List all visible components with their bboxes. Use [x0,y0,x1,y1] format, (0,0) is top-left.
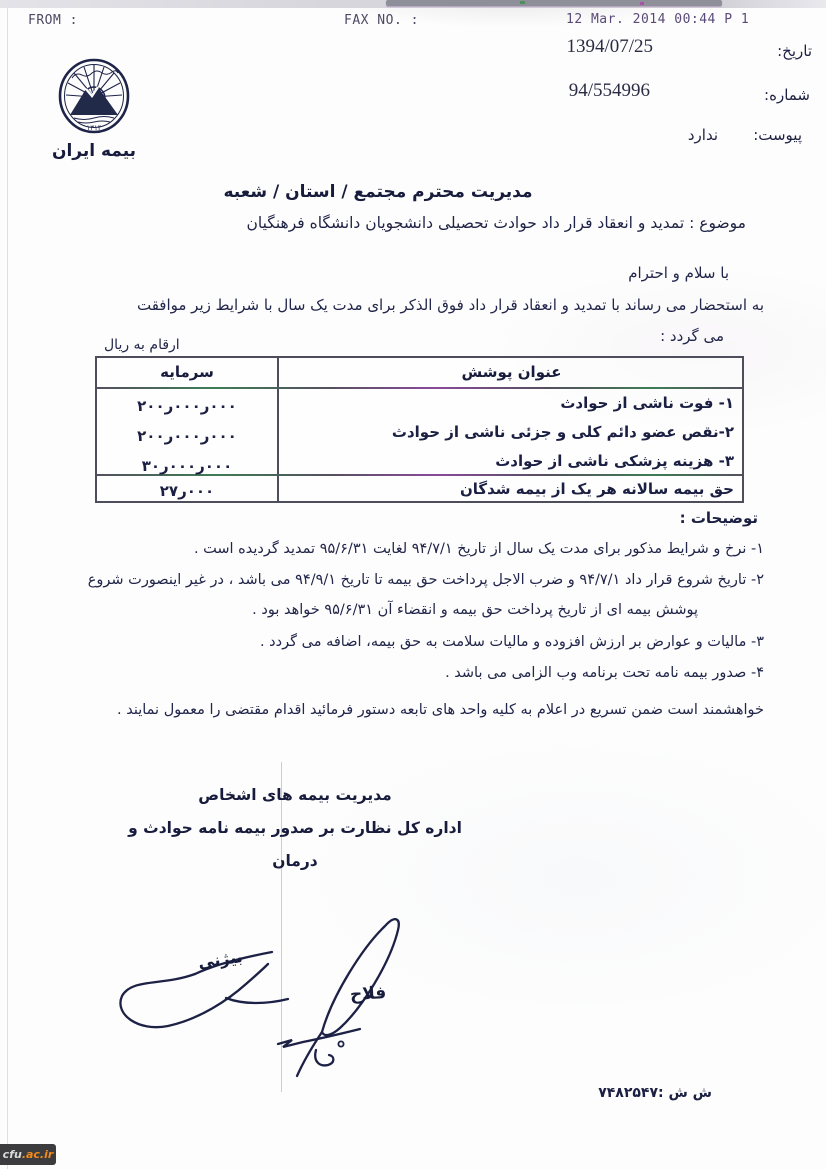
number-label: شماره: [764,86,810,104]
closing-line-1: خواهشمند است ضمن تسریع در اعلام به کلیه واحد های تابعه دستور فرمائید اقدام مقتضی را معمول [163,702,764,718]
table-row-title: ۲-نقص عضو دائم کلی و جزئی ناشی از حوادث [391,423,734,441]
premium-amount: ۲۷ر۰۰۰ [159,482,215,500]
capital-amount: ۳۰ر۰۰۰ر۰۰۰ [141,457,233,475]
premium-row-title: حق بیمه سالانه هر یک از بیمه شدگان [459,480,734,498]
fax-timestamp: 12 Mar. 2014 00:44 P 1 [566,12,750,27]
coverage-titles [279,389,742,476]
signature-name-bizhani: بیژنی [196,946,244,973]
body-line-1: به استحضار می رساند با تمدید و انعقاد قرار داد فوق الذکر برای مدت یک سال با شرایط زیر موافقت [136,296,764,314]
scan-artifact-smudge [386,0,722,6]
note-item-2: ۲- تاریخ شروع قرار داد ۹۴/۷/۱ و ضرب الاجل پرداخت حق بیمه تا تاریخ ۹۴/۹/۱ می باشد ، در غیر اینصورت شروع پوشش بیمه ای از تاریخ پرداخت حق بیمه و انقضاء آن ۹۵/۶/۳۱ خواهد بود . [87,572,764,618]
date-value: 1394/07/25 [566,36,653,57]
recipient-heading: مدیریت محترم مجتمع / استان / شعبه [223,182,533,202]
watermark-prefix: cfu [2,1148,22,1161]
logo-year: ۱۳۱۴ [86,124,102,132]
fallah-signature-curl [315,1050,333,1065]
date-label: تاریخ: [777,42,812,60]
table-row-title: ۳- هزینه پزشکی ناشی از حوادث [495,452,734,470]
closing-line-2: نمایند . [117,702,160,718]
capital-amounts [97,391,277,481]
department-line-1: مدیریت بیمه های اشخاص [198,786,392,804]
salutation: با سلام و احترام [628,264,729,282]
fax-number-label: FAX NO. : [344,13,419,28]
fallah-signature-dot [338,1041,343,1046]
department-block [103,779,487,878]
scan-artifact-left-edge [7,8,8,1169]
note-item-3: ۳- مالیات و عوارض بر ارزش افزوده و مالیات سلامت به حق بیمه، اضافه می گردد . [259,634,764,650]
signatures-ink [100,878,520,1093]
subject-line: موضوع : تمدید و انعقاد قرار داد حوادث تحصیلی دانشجویان دانشگاه فرهنگیان [246,214,746,232]
number-value: 94/554996 [568,80,650,101]
department-line-2: اداره کل نظارت بر صدور بیمه نامه حوادث و درمان [128,819,462,870]
company-name: بیمه ایران [51,141,137,161]
cfu-watermark [0,1144,56,1165]
signature-name-fallah: فلاح [349,983,387,1005]
body-line-2: می گردد : [660,327,724,345]
column-header-capital: سرمایه [160,363,214,381]
table-row-title: ۱- فوت ناشی از حوادث [560,394,734,412]
watermark-suffix: .ac.ir [21,1148,54,1161]
bizhani-signature-underline [226,998,288,1003]
capital-amount: ۲۰۰ر۰۰۰ر۰۰۰ [137,427,237,445]
note-item-1: ۱- نرخ و شرایط مذکور برای مدت یک سال از تاریخ ۹۴/۷/۱ لغایت ۹۵/۶/۳۱ تمدید گردیده است . [193,541,764,557]
reference-number: ش ش :۷۴۸۲۵۴۷ [598,1085,712,1101]
scan-artifact-speck [640,2,644,5]
fallah-signature-loop [322,919,399,1035]
bizhani-signature-loop [120,964,268,1027]
closing-request [56,694,764,727]
attachment-value: ندارد [687,126,718,144]
iran-insurance-logo-icon [50,55,138,141]
coverage-table [95,356,744,503]
note-item-4: ۴- صدور بیمه نامه تحت برنامه وب الزامی می باشد . [445,665,764,681]
column-header-coverage: عنوان پوشش [461,363,562,381]
attachment-label: پیوست: [753,126,802,144]
capital-amount: ۲۰۰ر۰۰۰ر۰۰۰ [137,397,237,415]
scan-artifact-speck [520,1,525,4]
fax-from-label: FROM : [28,13,78,28]
notes-heading: توضیحات : [679,509,758,527]
amounts-unit-note: ارقام به ریال [104,337,180,353]
fallah-signature-strike [278,1029,360,1047]
